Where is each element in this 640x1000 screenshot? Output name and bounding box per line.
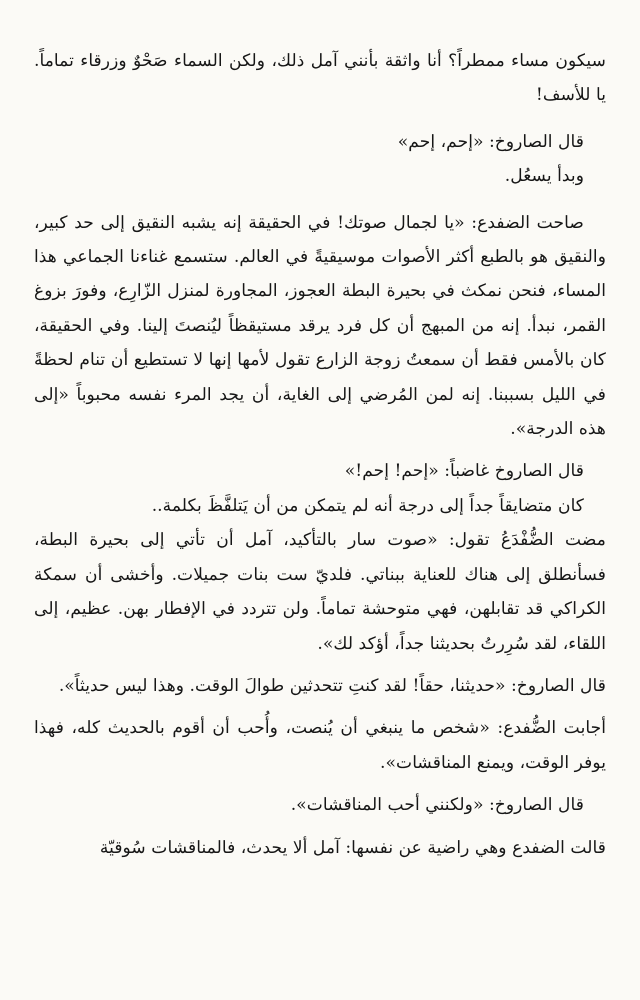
paragraph-frog-reply: أجابت الضُّفدع: «شخص ما ينبغي أن يُنصت، وأُحب أن أقوم بالحديث كله، فهذا يوفر الوقت، ويمنع المناقشات». [34, 718, 606, 773]
paragraph-frog-content: قالت الضفدع وهي راضية عن نفسها: آمل ألا يحدث، فالمناقشات سُوقيّة [99, 837, 606, 858]
paragraph-frog-praise: صاحت الضفدع: «يا لجمال صوتك! في الحقيقة إنه يشبه النقيق إلى حد كبير، والنقيق هو بالطبع أكثر الأصوات موسيقيةً في العالم. ستسمع غناءنا الجماعي هذا المساء، فنحن نمكث في بحيرة البطة العجوز، المجاورة لمنزل الزّارِع، وفورَ بزوغ القمر، نبدأ. إنه من المبهج أن كل فرد يرقد مستيقظاً ليُنصتَ إلينا. وفي الحقيقة، كان بالأمس فقط أن سمعتُ زوجة الزارع تقول لأمها إنها لا تستطيع أن تنام لحظةً في الليل بسببنا. إنه لمن المُرضي إلى الغاية، أن يجد المرء نفسه محبوباً «إلى هذه الدرجة». [34, 212, 606, 440]
paragraph-rocket-angry: قال الصاروخ غاضباً: «إحم! إحم!» [344, 461, 584, 482]
paragraph-rocket-conversation: قال الصاروخ: «حديثنا، حقاً! لقد كنتِ تتحدثين طوالَ الوقت. وهذا ليس حديثاً». [58, 675, 606, 696]
paragraph-rocket-arguments: قال الصاروخ: «ولكنني أحب المناقشات». [290, 795, 584, 816]
paragraph-rocket-ahem: قال الصاروخ: «إحم، إحم» [397, 131, 584, 152]
paragraph-rocket-speechless: كان متضايقاً جداً إلى درجة أنه لم يتمكن من أن يَتلفَّظَ بكلمة.. [151, 495, 584, 516]
paragraph-frog-daughters: مضت الضُّفْدَعُ تقول: «صوت سار بالتأكيد، آمل أن تأتي إلى بحيرة البطة، فسأنطلق إلى هناك للعناية ببناتي. فلديّ ست بنات جميلات. وأخشى أن سمكة الكراكي قد تقابلهن، فهي متوحشة تماماً. ولن تتردد في الإفطار بهن. عظيم، إلى اللقاء، لقد سُرِرتُ بحديثنا جداً، أؤكد لك». [34, 530, 606, 654]
paragraph-rocket-cough: وبدأ يسعُل. [504, 166, 584, 187]
paragraph-rain-wish: سيكون مساء ممطراً؟ أنا واثقة بأنني آمل ذلك، ولكن السماء صَحْوٌ وزرقاء تماماً. يا للأسف! [34, 51, 606, 106]
book-page [34, 44, 606, 865]
